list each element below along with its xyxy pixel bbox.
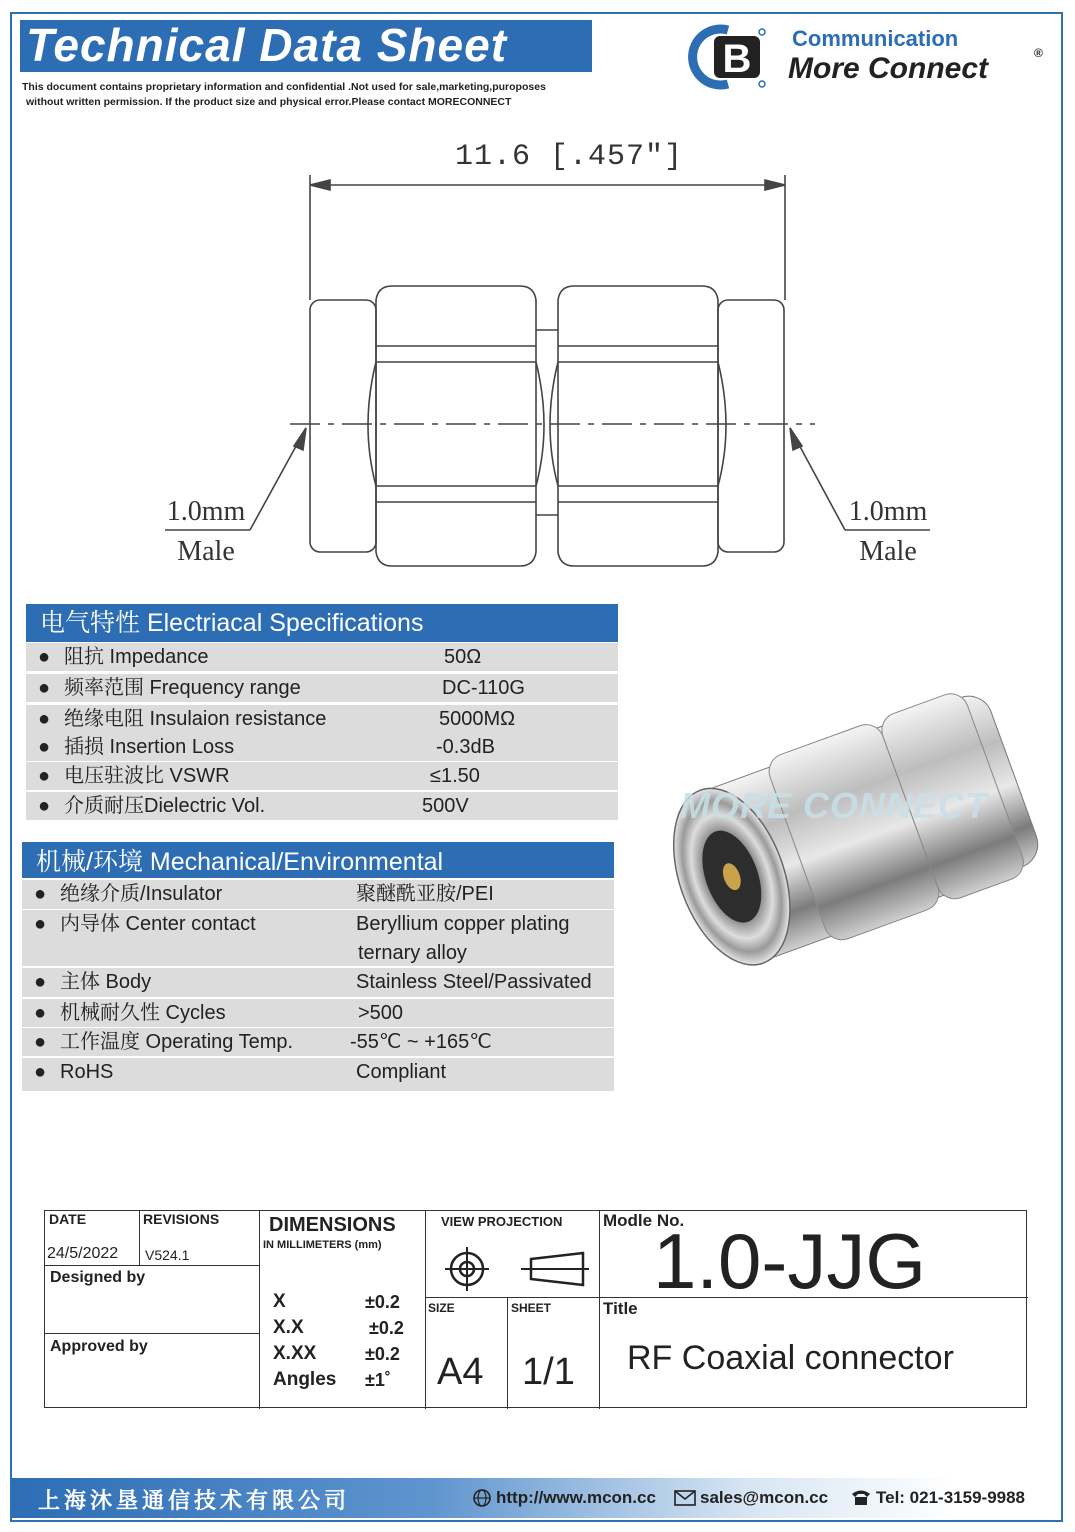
spec-label: 电压驻波比 VSWR [64, 765, 230, 787]
spec-row: ● 电压驻波比 VSWR ≤1.50 [26, 762, 618, 790]
mechanical-specs-heading: 机械/环境 Mechanical/Environmental [22, 842, 614, 878]
sheet-label: SHEET [511, 1301, 552, 1315]
disclaimer [22, 80, 546, 110]
spec-row: ● 主体 Body Stainless Steel/Passivated [22, 968, 614, 997]
left-end-size: 1.0mm [166, 496, 246, 527]
spec-row: ● 频率范围 Frequency range DC-110G [26, 674, 618, 702]
tolerance-value: ±0.2 [365, 1344, 400, 1364]
registered-mark: ® [1034, 46, 1043, 60]
model-label: Modle No. [603, 1211, 685, 1230]
spec-row: ● 工作温度 Operating Temp. -55℃ ~ +165℃ [22, 1028, 614, 1056]
spec-row: ● RoHS Compliant [22, 1058, 614, 1091]
watermark: MORE CONNECT [680, 785, 988, 826]
spec-label: 介质耐压Dielectric Vol. [64, 795, 266, 817]
third-angle-projection-icon [441, 1247, 591, 1291]
spec-row: ● 阻抗 Impedance 50Ω [26, 643, 618, 671]
spec-label: 主体 Body [60, 971, 152, 993]
spec-value: DC-110G [442, 677, 525, 699]
logo-communication: Communication [792, 26, 959, 51]
model-number: 1.0-JJG [653, 1217, 927, 1305]
disclaimer-line: This document contains proprietary information and confidential .Not used for sale,marketing,puroposes [22, 81, 546, 93]
spec-value: 聚醚酰亚胺/PEI [356, 883, 494, 905]
size-value: A4 [437, 1351, 484, 1393]
tolerance-value: ±0.2 [369, 1318, 404, 1338]
product-photo [648, 645, 1048, 1035]
email-link[interactable]: sales@mcon.cc [700, 1488, 829, 1507]
spec-value: Compliant [356, 1061, 447, 1083]
company-logo [682, 22, 1062, 92]
logo-mark-icon [682, 24, 772, 90]
tolerance-keys [273, 1289, 336, 1393]
date-label: DATE [49, 1211, 87, 1227]
spec-row: ● 机械耐久性 Cycles >500 [22, 999, 614, 1027]
tolerance-key: X.XX [273, 1343, 317, 1364]
spec-row: ● 内导体 Center contact Beryllium copper plating ternary alloy [22, 910, 614, 966]
tolerance-key: X [273, 1291, 286, 1312]
spec-label: 插损 Insertion Loss [64, 736, 235, 758]
date-value: 24/5/2022 [47, 1245, 119, 1262]
spec-label: 绝缘介质/Insulator [60, 883, 223, 905]
spec-value-line: Beryllium copper plating [356, 913, 570, 935]
approved-by-label: Approved by [50, 1338, 148, 1355]
website-link[interactable]: http://www.mcon.cc [496, 1488, 656, 1507]
dimensions-label: DIMENSIONS [269, 1214, 396, 1236]
spec-value: -55℃ ~ +165℃ [350, 1031, 492, 1053]
view-projection-label: VIEW PROJECTION [441, 1214, 563, 1229]
title-block [44, 1210, 1027, 1408]
spec-value: 5000MΩ [439, 708, 516, 730]
dimensions-unit: IN MILLIMETERS (mm) [263, 1239, 382, 1251]
right-end-size: 1.0mm [848, 496, 928, 527]
document-title-banner [20, 20, 592, 72]
mail-icon [674, 1490, 696, 1506]
spec-label: 内导体 Center contact [60, 913, 256, 935]
company-name: 上海沐垦通信技术有限公司 [38, 1488, 351, 1513]
spec-value: 500V [422, 795, 469, 817]
phone-icon [850, 1488, 872, 1506]
spec-value: -0.3dB [436, 736, 495, 758]
sheet-value: 1/1 [522, 1351, 575, 1393]
footer-bar [12, 1478, 1061, 1518]
logo-mark-letter: B [722, 37, 752, 81]
spec-value: ≤1.50 [430, 765, 480, 787]
spec-label: RoHS [60, 1061, 114, 1083]
left-end-callout [160, 492, 252, 572]
revisions-label: REVISIONS [143, 1211, 220, 1227]
spec-label: 频率范围 Frequency range [64, 677, 301, 699]
spec-value: >500 [358, 1002, 404, 1024]
right-end-gender: Male [859, 536, 917, 567]
spec-label: 工作温度 Operating Temp. [60, 1031, 294, 1053]
logo-more-connect: More Connect [788, 52, 989, 85]
phone-number: Tel: 021-3159-9988 [876, 1488, 1026, 1507]
tolerance-key: X.X [273, 1317, 304, 1338]
globe-icon [472, 1488, 492, 1508]
revisions-value: V524.1 [145, 1247, 190, 1263]
tolerance-value: ±1˚ [365, 1370, 391, 1390]
spec-label: 绝缘电阻 Insulaion resistance [64, 708, 327, 730]
overall-length-dimension: 11.6 [.457″] [455, 140, 684, 174]
spec-value-line: ternary alloy [358, 942, 467, 964]
size-label: SIZE [428, 1301, 455, 1315]
spec-row: ● 绝缘电阻 Insulaion resistance 5000MΩ [26, 705, 618, 733]
spec-row: ● 插损 Insertion Loss -0.3dB [26, 733, 618, 761]
product-title: RF Coaxial connector [627, 1339, 954, 1377]
spec-label: 机械耐久性 Cycles [60, 1002, 226, 1024]
spec-row: ● 绝缘介质/Insulator 聚醚酰亚胺/PEI [22, 880, 614, 909]
tolerance-values [365, 1289, 404, 1393]
electrical-specs-heading: 电气特性 Electriacal Specifications [26, 604, 618, 642]
right-end-callout [842, 492, 934, 572]
spec-label: 阻抗 Impedance [64, 646, 209, 668]
title-label: Title [603, 1299, 638, 1318]
designed-by-label: Designed by [50, 1269, 146, 1286]
spec-value [356, 910, 569, 968]
spec-value: 50Ω [444, 646, 482, 668]
disclaimer-line: without written permission. If the product size and physical error.Please contact MORECONNECT [26, 96, 512, 108]
tolerance-key: Angles [273, 1369, 337, 1390]
left-end-gender: Male [177, 536, 235, 567]
document-title: Technical Data Sheet [26, 19, 508, 71]
spec-row: ● 介质耐压Dielectric Vol. 500V [26, 792, 618, 820]
spec-value: Stainless Steel/Passivated [356, 971, 592, 993]
tolerance-value: ±0.2 [365, 1292, 400, 1312]
